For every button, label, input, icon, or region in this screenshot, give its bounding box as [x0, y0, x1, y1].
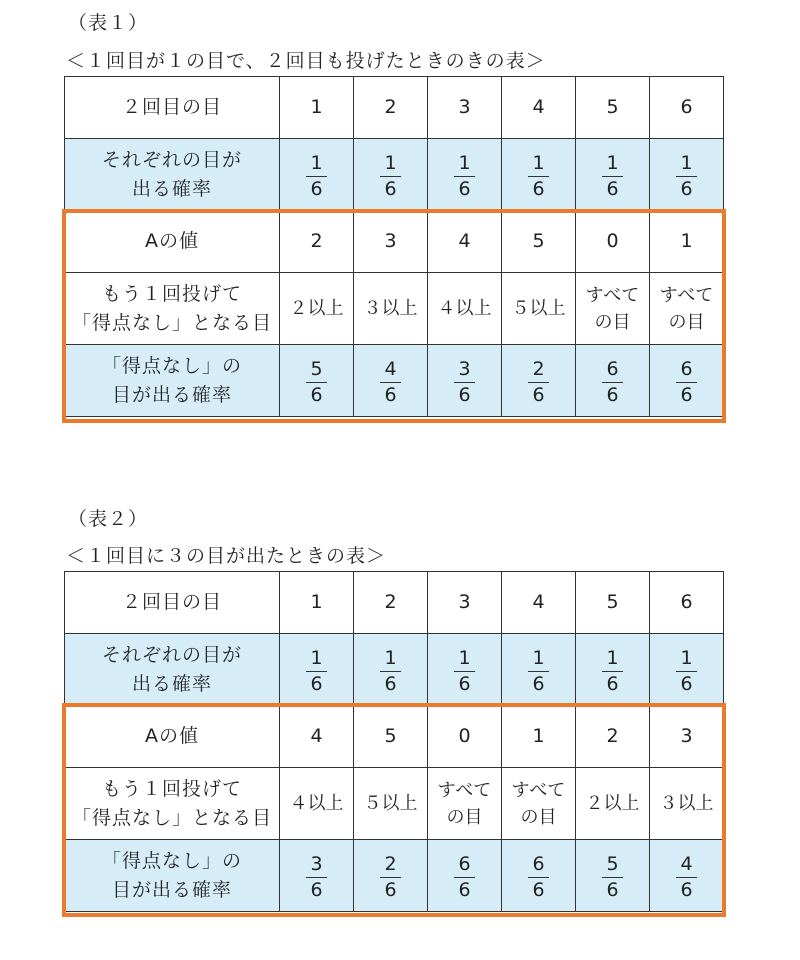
- face-value-cell: 5: [576, 77, 650, 139]
- cell-line: の目: [446, 806, 483, 828]
- face-value-cell: 6: [650, 572, 724, 634]
- fraction-denominator: 6: [680, 178, 693, 200]
- face-value-cell: 1: [280, 77, 354, 139]
- row-second-roll-face: [65, 572, 724, 634]
- probability-cell: [428, 139, 502, 211]
- zero-probability-cell: [502, 840, 576, 912]
- fraction-numerator: 5: [602, 855, 622, 878]
- header-line: 目が出る確率: [111, 878, 232, 901]
- table2: [64, 571, 724, 912]
- row-header: [65, 273, 280, 345]
- fraction-denominator: 6: [532, 178, 545, 200]
- fraction: [528, 154, 548, 200]
- a-value-cell: 4: [280, 706, 354, 768]
- fraction: [380, 649, 400, 695]
- zero-probability-cell: [280, 345, 354, 417]
- fraction-denominator: 6: [384, 879, 397, 901]
- cell-line: ５以上: [511, 298, 566, 319]
- zero-probability-cell: [650, 345, 724, 417]
- fraction: [528, 855, 548, 901]
- face-value-cell: 5: [576, 572, 650, 634]
- fraction: [676, 360, 696, 406]
- cell-line: ４以上: [289, 793, 344, 814]
- a-value-cell: 0: [576, 211, 650, 273]
- a-value-cell: 2: [576, 706, 650, 768]
- row-header: ２回目の目: [65, 77, 280, 139]
- fraction-numerator: 1: [454, 649, 474, 672]
- fraction-numerator: 1: [528, 154, 548, 177]
- fraction-denominator: 6: [532, 673, 545, 695]
- fraction-denominator: 6: [310, 384, 323, 406]
- header-line: それぞれの目が: [101, 644, 242, 666]
- cell-line: ４以上: [437, 298, 492, 319]
- header-line: 「得点なし」となる目: [71, 806, 272, 829]
- fraction-numerator: 6: [454, 855, 474, 878]
- face-value-cell: 4: [502, 572, 576, 634]
- a-value-cell: 2: [280, 211, 354, 273]
- table1: [64, 76, 724, 417]
- a-value-cell: 4: [428, 211, 502, 273]
- row-header: Aの値: [65, 211, 280, 273]
- cell-line: ２以上: [585, 793, 640, 814]
- probability-cell: [650, 139, 724, 211]
- probability-cell: [502, 139, 576, 211]
- fraction-numerator: 6: [676, 360, 696, 383]
- face-value-cell: 4: [502, 77, 576, 139]
- zero-probability-cell: [428, 840, 502, 912]
- probability-cell: [650, 634, 724, 706]
- header-line: もう１回投げて: [101, 283, 242, 305]
- fraction-denominator: 6: [458, 879, 471, 901]
- table1-label: （表１）: [68, 12, 149, 34]
- table1-caption: ＜１回目が１の目で、２回目も投げたときのきの表＞: [66, 50, 546, 72]
- row-face-probability: [65, 139, 724, 211]
- probability-cell: [280, 139, 354, 211]
- a-value-cell: 5: [502, 211, 576, 273]
- row-header: Aの値: [65, 706, 280, 768]
- fraction: [602, 649, 622, 695]
- cell-line: すべて: [659, 284, 714, 306]
- probability-cell: [428, 634, 502, 706]
- zero-probability-cell: [650, 840, 724, 912]
- row-header: [65, 768, 280, 840]
- row-header: [65, 139, 280, 211]
- cell-line: の目: [520, 806, 557, 828]
- face-value-cell: 3: [428, 77, 502, 139]
- fraction-denominator: 6: [384, 384, 397, 406]
- zero-probability-cell: [354, 840, 428, 912]
- zero-score-face-cell: [576, 273, 650, 345]
- fraction: [676, 649, 696, 695]
- fraction: [676, 855, 696, 901]
- fraction-denominator: 6: [606, 384, 619, 406]
- zero-score-face-cell: [576, 768, 650, 840]
- cell-line: ２以上: [289, 298, 344, 319]
- fraction-denominator: 6: [384, 178, 397, 200]
- header-line: 出る確率: [131, 672, 212, 695]
- row-zero-score-faces: [65, 273, 724, 345]
- cell-line: ５以上: [363, 793, 418, 814]
- zero-score-face-cell: [280, 273, 354, 345]
- face-value-cell: 3: [428, 572, 502, 634]
- fraction-denominator: 6: [458, 384, 471, 406]
- cell-line: すべて: [585, 284, 640, 306]
- row-a-value: [65, 211, 724, 273]
- cell-line: ３以上: [363, 298, 418, 319]
- header-line: 「得点なし」の: [101, 850, 242, 872]
- fraction-numerator: 1: [602, 154, 622, 177]
- probability-cell: [354, 139, 428, 211]
- zero-probability-cell: [280, 840, 354, 912]
- zero-score-face-cell: [650, 273, 724, 345]
- zero-score-face-cell: [650, 768, 724, 840]
- fraction: [454, 649, 474, 695]
- header-line: 目が出る確率: [111, 383, 232, 406]
- fraction-numerator: 1: [380, 649, 400, 672]
- fraction-denominator: 6: [458, 673, 471, 695]
- cell-line: の目: [668, 311, 705, 333]
- a-value-cell: 1: [502, 706, 576, 768]
- fraction-numerator: 1: [528, 649, 548, 672]
- a-value-cell: 0: [428, 706, 502, 768]
- row-zero-score-faces: [65, 768, 724, 840]
- fraction-numerator: 1: [306, 154, 326, 177]
- row-a-value: [65, 706, 724, 768]
- fraction: [528, 360, 548, 406]
- fraction-denominator: 6: [606, 178, 619, 200]
- header-line: 出る確率: [131, 177, 212, 200]
- row-zero-score-probability: [65, 345, 724, 417]
- fraction-numerator: 1: [454, 154, 474, 177]
- fraction-numerator: 1: [380, 154, 400, 177]
- zero-score-face-cell: [428, 273, 502, 345]
- fraction-denominator: 6: [310, 673, 323, 695]
- row-face-probability: [65, 634, 724, 706]
- fraction-denominator: 6: [680, 384, 693, 406]
- fraction-numerator: 2: [528, 360, 548, 383]
- a-value-cell: 5: [354, 706, 428, 768]
- cell-line: すべて: [511, 779, 566, 801]
- probability-cell: [354, 634, 428, 706]
- face-value-cell: 1: [280, 572, 354, 634]
- fraction: [306, 154, 326, 200]
- fraction-denominator: 6: [680, 879, 693, 901]
- fraction: [306, 855, 326, 901]
- fraction: [454, 360, 474, 406]
- header-line: それぞれの目が: [101, 149, 242, 171]
- row-zero-score-probability: [65, 840, 724, 912]
- probability-cell: [502, 634, 576, 706]
- zero-score-face-cell: [428, 768, 502, 840]
- fraction-numerator: 3: [306, 855, 326, 878]
- fraction-numerator: 1: [676, 154, 696, 177]
- zero-score-face-cell: [502, 273, 576, 345]
- fraction-numerator: 3: [454, 360, 474, 383]
- face-value-cell: 6: [650, 77, 724, 139]
- fraction-denominator: 6: [606, 879, 619, 901]
- fraction: [454, 855, 474, 901]
- header-line: 「得点なし」の: [101, 355, 242, 377]
- table2-label: （表２）: [68, 508, 149, 530]
- face-value-cell: 2: [354, 77, 428, 139]
- fraction: [380, 154, 400, 200]
- row-header: [65, 634, 280, 706]
- fraction: [380, 855, 400, 901]
- row-header: ２回目の目: [65, 572, 280, 634]
- a-value-cell: 3: [354, 211, 428, 273]
- zero-probability-cell: [428, 345, 502, 417]
- fraction-numerator: 4: [380, 360, 400, 383]
- fraction-numerator: 4: [676, 855, 696, 878]
- cell-line: の目: [594, 311, 631, 333]
- fraction-numerator: 6: [602, 360, 622, 383]
- zero-probability-cell: [354, 345, 428, 417]
- fraction-denominator: 6: [532, 384, 545, 406]
- fraction: [454, 154, 474, 200]
- fraction: [306, 649, 326, 695]
- fraction-numerator: 1: [602, 649, 622, 672]
- fraction-denominator: 6: [532, 879, 545, 901]
- probability-cell: [576, 139, 650, 211]
- fraction-denominator: 6: [458, 178, 471, 200]
- fraction-denominator: 6: [310, 178, 323, 200]
- zero-score-face-cell: [502, 768, 576, 840]
- fraction: [528, 649, 548, 695]
- fraction: [676, 154, 696, 200]
- probability-cell: [576, 634, 650, 706]
- cell-line: すべて: [437, 779, 492, 801]
- fraction-numerator: 1: [306, 649, 326, 672]
- fraction-numerator: 2: [380, 855, 400, 878]
- fraction-numerator: 1: [676, 649, 696, 672]
- fraction: [380, 360, 400, 406]
- row-second-roll-face: [65, 77, 724, 139]
- a-value-cell: 3: [650, 706, 724, 768]
- a-value-cell: 1: [650, 211, 724, 273]
- probability-cell: [280, 634, 354, 706]
- row-header: [65, 840, 280, 912]
- fraction: [602, 360, 622, 406]
- zero-probability-cell: [576, 345, 650, 417]
- fraction: [602, 154, 622, 200]
- header-line: もう１回投げて: [101, 778, 242, 800]
- zero-probability-cell: [576, 840, 650, 912]
- fraction-denominator: 6: [606, 673, 619, 695]
- table2-caption: ＜１回目に３の目が出たときの表＞: [66, 545, 387, 567]
- zero-score-face-cell: [354, 273, 428, 345]
- fraction: [306, 360, 326, 406]
- zero-score-face-cell: [280, 768, 354, 840]
- face-value-cell: 2: [354, 572, 428, 634]
- fraction-numerator: 5: [306, 360, 326, 383]
- header-line: 「得点なし」となる目: [71, 311, 272, 334]
- fraction-denominator: 6: [384, 673, 397, 695]
- fraction-numerator: 6: [528, 855, 548, 878]
- row-header: [65, 345, 280, 417]
- fraction-denominator: 6: [680, 673, 693, 695]
- fraction-denominator: 6: [310, 879, 323, 901]
- zero-probability-cell: [502, 345, 576, 417]
- zero-score-face-cell: [354, 768, 428, 840]
- cell-line: ３以上: [659, 793, 714, 814]
- fraction: [602, 855, 622, 901]
